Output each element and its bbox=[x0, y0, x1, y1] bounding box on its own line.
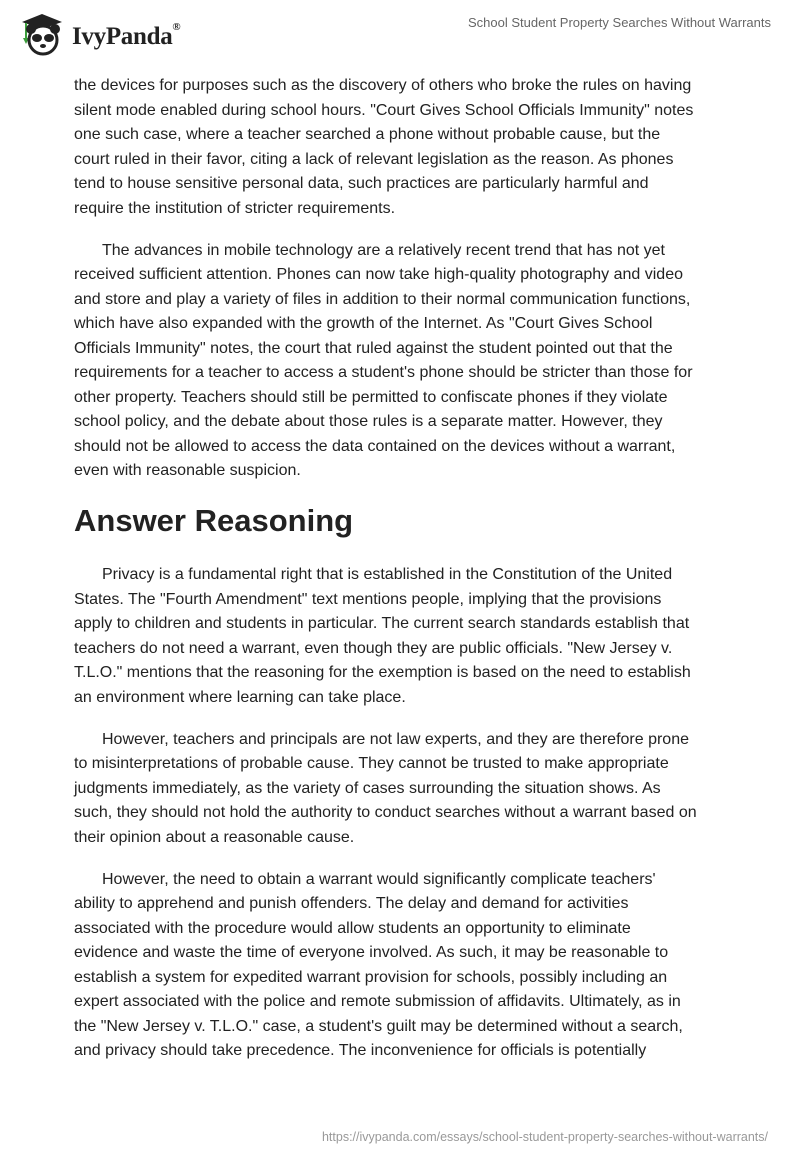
paragraph-line: Officials Immunity" notes, the court that ruled against the student pointed out that the bbox=[74, 339, 673, 357]
paragraph-line: the "New Jersey v. T.L.O." case, a student's guilt may be determined without a search, bbox=[74, 1017, 683, 1035]
paragraph-line: The advances in mobile technology are a relatively recent trend that has not yet bbox=[102, 241, 665, 259]
paragraph-line: States. The "Fourth Amendment" text mentions people, implying that the provisions bbox=[74, 590, 662, 608]
paragraph-line: and store and play a variety of files in addition to their normal communication functions, bbox=[74, 290, 691, 308]
paragraph-line: and privacy should take precedence. The inconvenience for officials is potentially bbox=[74, 1042, 647, 1059]
paragraph-line: requirements for a teacher to access a student's phone should be stricter than those for bbox=[74, 364, 693, 381]
paragraph bbox=[74, 563, 734, 710]
paragraph-line: an environment where learning can take place. bbox=[74, 688, 406, 706]
paragraph-line: ability to apprehend and punish offenders. The delay and demand for activities bbox=[74, 895, 629, 912]
paragraph-line: evidence and waste the time of everyone involved. As such, it may be reasonable to bbox=[74, 944, 669, 961]
ivypanda-logo[interactable] bbox=[18, 12, 180, 56]
paragraph-line: even with reasonable suspicion. bbox=[74, 462, 301, 479]
paragraph-line: establish a system for expedited warrant provision for schools, possibly including an bbox=[74, 968, 668, 986]
paragraph bbox=[74, 74, 734, 221]
paragraph-line: T.L.O." mentions that the reasoning for the exemption is based on the need to establish bbox=[74, 664, 691, 681]
paragraph bbox=[74, 728, 734, 851]
paragraph-line: apply to children and students in particular. The current search standards establish that bbox=[74, 615, 690, 632]
paragraph-line: received sufficient attention. Phones can now take high-quality photography and video bbox=[74, 266, 683, 283]
document-title: School Student Property Searches Without Warrants bbox=[468, 15, 771, 30]
paragraph-line: other property. Teachers should still be permitted to confiscate phones if they violate bbox=[74, 388, 668, 406]
paragraph-line: Privacy is a fundamental right that is established in the Constitution of the United bbox=[102, 566, 673, 583]
paragraph-line: However, teachers and principals are not law experts, and they are therefore prone bbox=[102, 730, 689, 748]
logo-text: IvyPanda bbox=[72, 23, 173, 50]
paragraph-line: the devices for purposes such as the discovery of others who broke the rules on having bbox=[74, 77, 692, 94]
registered-mark: ® bbox=[172, 21, 181, 33]
paragraph-line: tend to house sensitive personal data, such practices are particularly harmful and bbox=[74, 175, 649, 192]
paragraph-line: school policy, and the debate about those rules is a separate matter. However, they bbox=[74, 413, 663, 430]
paragraph-line: should not be allowed to access the data contained on the devices without a warrant, bbox=[74, 437, 676, 455]
section-heading: Answer Reasoning bbox=[74, 503, 354, 538]
paragraph-line: silent mode enabled during school hours. "Court Gives School Officials Immunity" notes bbox=[74, 101, 694, 119]
paragraph-line: which have also expanded with the growth of the Internet. As "Court Gives School bbox=[74, 315, 653, 332]
paragraph-line: one such case, where a teacher searched a phone without probable cause, but the bbox=[74, 126, 661, 143]
paragraph bbox=[74, 868, 734, 1064]
paragraph-line: expert associated with the police and remote submission of affidavits. Ultimately, as in bbox=[74, 993, 681, 1010]
paragraph-line: judgments immediately, as the variety of cases surrounding the situation shows. As bbox=[74, 779, 661, 797]
paragraph-line: require the institution of stricter requirements. bbox=[74, 199, 396, 217]
page-header bbox=[0, 0, 800, 60]
paragraph bbox=[74, 239, 734, 484]
panda-graduate-icon bbox=[18, 12, 66, 56]
paragraph-line: teachers do not need a warrant, even though they are public officials. "New Jersey v. bbox=[74, 639, 673, 657]
paragraph-line: such, they should not hold the authority to conduct searches without a warrant based on bbox=[74, 804, 697, 821]
paragraph-line: associated with the procedure would allow students an opportunity to eliminate bbox=[74, 919, 631, 937]
essay-content bbox=[74, 74, 734, 1081]
footer-url[interactable]: https://ivypanda.com/essays/school-student-property-searches-without-warrants/ bbox=[321, 1130, 768, 1144]
paragraph-line: their opinion about a reasonable cause. bbox=[74, 828, 355, 846]
paragraph-line: court ruled in their favor, citing a lack of relevant legislation as the reason. As phones bbox=[74, 150, 674, 168]
paragraph-line: However, the need to obtain a warrant would significantly complicate teachers' bbox=[102, 870, 656, 888]
paragraph-line: to misinterpretations of probable cause. They cannot be trusted to make appropriate bbox=[74, 755, 669, 772]
